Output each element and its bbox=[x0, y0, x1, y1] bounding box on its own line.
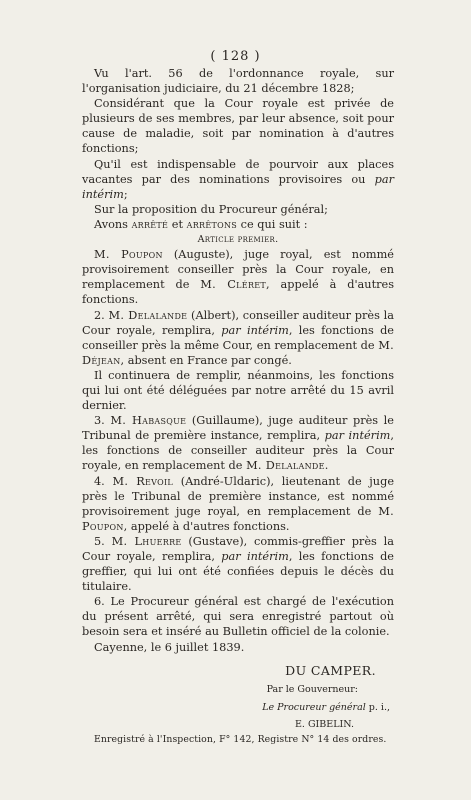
paragraph-indispensable: Qu'il est indispensable de pourvoir aux places vacantes par des nominations provisoires ou par intérim; bbox=[82, 157, 394, 201]
paragraph-proposition: Sur la proposition du Procureur général; bbox=[94, 202, 328, 216]
article-2: 2. M. Delalande (Albert), conseiller auditeur près la Cour royale, remplira, par intérim, les fonctions de conseiller près la même Cour, en remplacement de M. Déjean, absent en France par congé. bbox=[82, 308, 394, 367]
article-2-continuation: Il continuera de remplir, néanmoins, les fonctions qui lui ont été déléguées par notre arrêté du 15 avril dernier. bbox=[82, 368, 394, 413]
date-line: Cayenne, le 6 juillet 1839. bbox=[94, 640, 245, 654]
paragraph-vu: Vu l'art. 56 de l'ordonnance royale, sur l'organisation judiciaire, du 21 décembre 1828; bbox=[82, 67, 394, 96]
paragraph-considerant: Considérant que la Cour royale est privée de plusieurs de ses membres, par leur absence, soit pour cause de maladie, soit par nomination à d'autres fonctions; bbox=[82, 97, 394, 156]
signature-role: Le Procureur général p. i., bbox=[262, 701, 390, 713]
signature-prosecutor: E. GIBELIN. bbox=[294, 718, 354, 730]
registration-note: Enregistré à l'Inspection, F° 142, Registre N° 14 des ordres. bbox=[94, 734, 387, 746]
signature-governor: DU CAMPER. bbox=[285, 662, 376, 678]
article-1: M. Poupon (Auguste), juge royal, est nommé provisoirement conseiller près la Cour royale, en remplacement de M. Cléret, appelé à d'autres fonctions. bbox=[82, 248, 394, 307]
article-5: 5. M. Lhuerre (Gustave), commis-greffier près la Cour royale, remplira, par intérim, les fonctions de greffier, qui lui ont été confiées depuis le décès du titulaire. bbox=[82, 534, 394, 594]
article-3: 3. M. Habasque (Guillaume), juge auditeur près le Tribunal de première instance, remplira, par intérim, les fonctions de conseiller auditeur près la Cour royale, en remplacement de M. Delalande. bbox=[82, 414, 394, 473]
article-heading: Article premier. bbox=[197, 234, 279, 246]
decree-body bbox=[82, 66, 394, 747]
page-number: ( 128 ) bbox=[210, 49, 261, 64]
article-6: 6. Le Procureur général est chargé de l'exécution du présent arrêté, qui sera enregistré partout où besoin sera et inséré au Bulletin officiel de la colonie. bbox=[82, 595, 394, 639]
article-4: 4. M. Revoil (André-Uldaric), lieutenant de juge près le Tribunal de première instance, est nommé provisoirement juge royal, en remplacement de M. Poupon, appelé à d'autres fonctions. bbox=[82, 474, 395, 533]
paragraph-avons: Avons arrêté et arrêtons ce qui suit : bbox=[94, 217, 308, 231]
signature-by-line: Par le Gouverneur: bbox=[266, 683, 358, 695]
